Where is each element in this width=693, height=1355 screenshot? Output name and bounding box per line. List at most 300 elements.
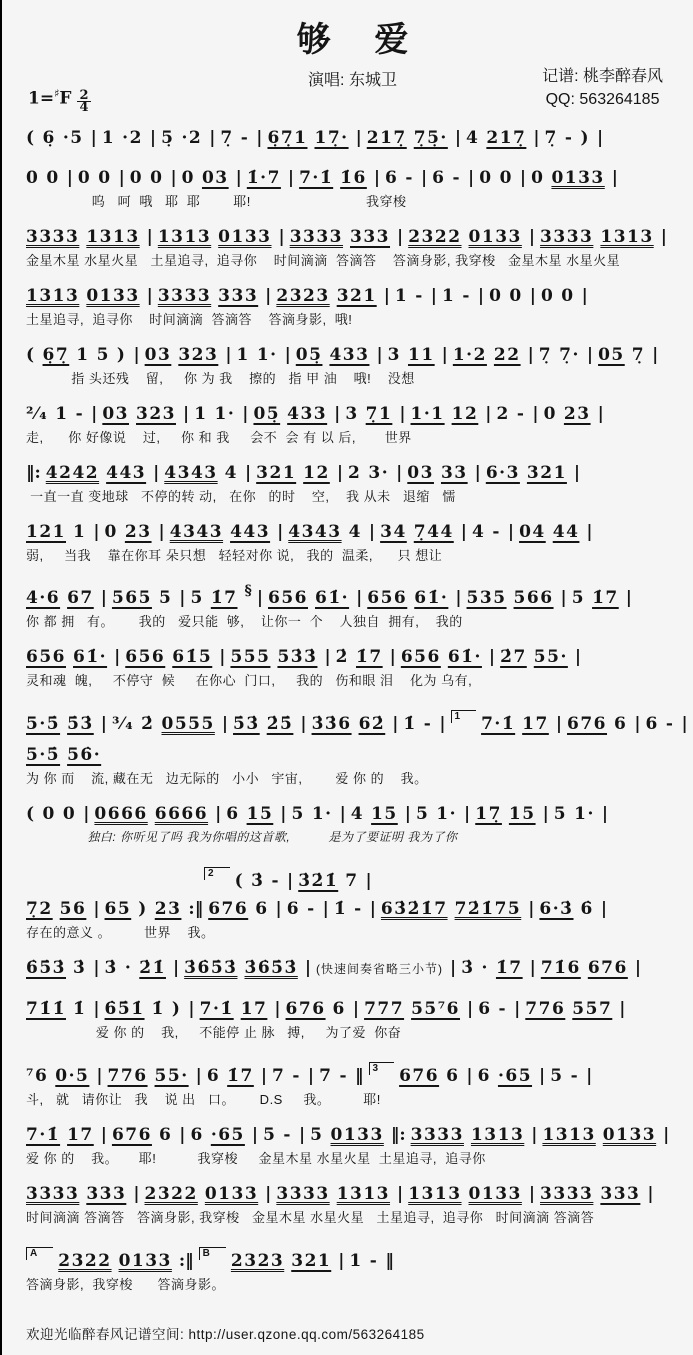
note-group: 4343: [164, 462, 218, 483]
barline: |: [464, 803, 471, 824]
barline: |: [336, 462, 344, 483]
system-16: [26, 955, 679, 983]
barline: :‖: [178, 1250, 194, 1271]
notes-line: [26, 703, 688, 738]
note-group: ·2: [122, 127, 143, 148]
barline: |: [527, 344, 534, 365]
note-group: 676: [567, 713, 608, 734]
barline: |: [170, 167, 177, 188]
note-group: 1313: [157, 226, 212, 247]
note-group: 4343: [169, 521, 224, 542]
system-12: [26, 742, 679, 788]
note-group: 1: [194, 403, 208, 424]
note-group: -: [462, 285, 471, 306]
barline: |: [339, 803, 346, 824]
note-group: 7·1̇: [199, 998, 234, 1019]
volta-bracket: A: [26, 1247, 53, 1260]
lyrics-line: 时间滴滴 答滴答 答滴身影, 我穿梭 金星木星 水星火星 土星追寻, 追寻你 时间滴滴 答滴答: [26, 1209, 595, 1225]
note-group: 1·2: [452, 344, 487, 365]
note-group: 0133: [551, 167, 605, 188]
note-group: (: [234, 870, 245, 891]
note-group: 0: [62, 803, 77, 824]
notes-line: [26, 578, 679, 612]
note-group: 1: [394, 285, 409, 306]
system-7: [26, 460, 679, 506]
time-top: 2: [79, 87, 89, 103]
note-group: 565: [111, 587, 152, 608]
note-group: 23: [563, 403, 591, 424]
note-group: 656: [268, 587, 308, 608]
note-group: 3333: [410, 1124, 464, 1145]
barline: |: [663, 1124, 670, 1145]
barline: |: [597, 403, 604, 424]
note-group: 321: [336, 285, 377, 306]
barline: |: [514, 998, 521, 1019]
song-title: 够 爱: [296, 20, 425, 60]
note-group: 03: [102, 403, 129, 424]
lyrics-line: 弱, 当我 靠在你耳 朵只想 轻轻对你 说, 我的 温柔, 只 想让: [26, 547, 443, 563]
barline: |: [235, 167, 242, 188]
note-group: 3333: [157, 285, 212, 306]
system-20: [26, 1181, 679, 1227]
notes-line: [204, 860, 679, 895]
barline: |: [625, 587, 632, 608]
note-group: 6: [158, 1124, 173, 1145]
note-group: ³⁄₄: [111, 713, 135, 734]
lyrics-line: 土星追寻, 追寻你 时间滴滴 答滴答 答滴身影, 哦!: [26, 311, 353, 327]
note-group: 2: [348, 462, 362, 483]
note-group: 6: [645, 713, 659, 734]
barline: |: [66, 167, 73, 188]
note-group: 3̇3̇6: [311, 713, 352, 734]
note-group: 3333: [540, 226, 594, 247]
note-group: 1·1: [410, 403, 445, 424]
barline: |: [100, 1124, 107, 1145]
note-group: 55·: [154, 1065, 189, 1086]
barline: |: [528, 898, 535, 919]
notes-line: [26, 1240, 679, 1275]
note-group: 323: [136, 403, 176, 424]
note-group: 2̇7: [500, 646, 527, 667]
note-group: 3̇: [461, 957, 475, 978]
notes-line: [26, 1055, 679, 1090]
volta-bracket: 2: [204, 867, 230, 880]
note-group: 55⁷6: [411, 998, 461, 1019]
system-1: [26, 125, 679, 152]
notes-line: [26, 1122, 679, 1149]
note-group: 1313: [470, 1124, 525, 1145]
barline: |: [133, 344, 140, 365]
barline: |: [219, 646, 226, 667]
note-group: 5: [190, 587, 204, 608]
note-group: 2̇: [335, 646, 349, 667]
barline: |: [450, 957, 457, 978]
note-group: 6: [477, 1065, 491, 1086]
system-6: [26, 401, 679, 447]
note-group: 1313: [336, 1183, 391, 1204]
note-group: 2̇: [141, 713, 155, 734]
note-group: 61̇·: [414, 587, 449, 608]
note-group: 321: [526, 462, 567, 483]
note-group: 1̇6: [340, 167, 367, 188]
note-group: -: [452, 167, 462, 188]
lyrics-line: 灵和魂 魄, 不停守 候 在你心 门口, 我的 伤和眼 泪 化为 乌有,: [26, 672, 473, 688]
note-group: 0133: [602, 1124, 657, 1145]
note-group: 333: [350, 226, 391, 247]
barline: |: [244, 462, 252, 483]
note-group: 1: [349, 1250, 363, 1271]
notes-line: [26, 401, 679, 428]
barline: |: [300, 713, 307, 734]
note-group: 56: [59, 898, 87, 919]
barline: |: [660, 226, 667, 247]
lyrics-line: 答滴身影, 我穿梭 答滴身影。: [26, 1276, 226, 1292]
note-group: 15: [371, 803, 398, 824]
lyrics-line: 呜 呵 哦 耶 耶 耶! 我穿梭: [26, 193, 407, 209]
note-group: 4: [466, 127, 480, 148]
system-8: [26, 519, 679, 565]
note-group: 1313: [408, 1183, 462, 1204]
barline: |: [531, 1124, 538, 1145]
note-group: 0133: [218, 226, 272, 247]
note-group: 1̇7: [210, 587, 238, 608]
note-group: 7: [319, 1065, 333, 1086]
barline: |: [455, 587, 462, 608]
note-group: 23: [154, 898, 182, 919]
lyrics-line: 爱 你 的 我。 耶! 我穿梭 金星木星 水星火星 土星追寻, 追寻你: [26, 1150, 486, 1166]
note-group: 17̣·: [314, 127, 349, 148]
note-group: 321: [291, 1250, 332, 1271]
note-group: 61̇5: [172, 646, 213, 667]
barline: |: [542, 803, 549, 824]
note-group: 7̣: [538, 344, 553, 365]
barline: |: [338, 1250, 345, 1271]
note-group: 1·: [311, 803, 333, 824]
barline: |: [430, 285, 437, 306]
key-prefix: 1=: [28, 88, 55, 109]
barline: |: [460, 521, 467, 542]
barline: |: [397, 1183, 404, 1204]
note-group: 1·: [214, 403, 236, 424]
barline: |: [586, 344, 594, 365]
system-14: [204, 860, 679, 895]
note-group: 62̇: [358, 713, 386, 734]
note-group: 56̇·: [67, 744, 102, 765]
note-group: 557: [572, 998, 613, 1019]
barline: |: [397, 226, 404, 247]
barline: |: [634, 713, 641, 734]
spoken-lyrics-line: 独白: 你听见了吗 我为你唱的这首歌, 是为了要证明 我为了你: [26, 829, 458, 844]
note-group: 0: [181, 167, 195, 188]
barline: |: [100, 587, 107, 608]
note-group: 4: [471, 521, 486, 542]
note-group: 72̇1̇75: [454, 898, 522, 919]
barline: |: [215, 803, 222, 824]
note-group: 0: [46, 167, 60, 188]
barline: |: [280, 803, 287, 824]
note-group: (: [26, 344, 36, 365]
note-group: ·2: [181, 127, 203, 148]
note-group: 1: [55, 403, 69, 424]
note-group: 5: [291, 803, 305, 824]
note-group: -: [564, 127, 574, 148]
note-group: 12: [451, 403, 479, 424]
note-group: -: [570, 1065, 580, 1086]
barline: |: [275, 898, 282, 919]
lyrics-line: 金星木星 水星火星 土星追寻, 追寻你 时间滴滴 答滴答 答滴身影, 我穿梭 金星木星 水星火星: [26, 252, 621, 268]
note-group: 7·1̇: [481, 713, 516, 734]
barline: |: [287, 167, 295, 188]
note-group: 12: [303, 462, 330, 483]
note-group: 6̣7̣1: [267, 127, 308, 148]
note-group: 7̣1: [365, 403, 393, 424]
barline: |: [93, 898, 100, 919]
barline: |: [392, 713, 399, 734]
note-group: -: [240, 127, 250, 148]
note-group: 4: [350, 803, 365, 824]
note-group: 03: [144, 344, 172, 365]
note-group: 0: [509, 285, 523, 306]
note-group: 6: [226, 803, 240, 824]
note-group: -: [665, 713, 675, 734]
note-group: -: [492, 521, 501, 542]
note-group: 3333: [26, 1183, 80, 1204]
note-group: 2: [496, 403, 510, 424]
note-group: 0133: [330, 1124, 384, 1145]
note-group: 2323: [276, 285, 330, 306]
barline: |: [529, 957, 536, 978]
note-group: -: [516, 403, 526, 424]
note-group: 676: [208, 898, 249, 919]
barline: |: [334, 403, 341, 424]
barline: |: [601, 803, 609, 824]
note-group: 1: [441, 285, 456, 306]
note-group: 0: [77, 167, 92, 188]
note-group: 2̇5̇: [266, 713, 294, 734]
note-group: 1̇7: [227, 1065, 254, 1086]
note-group: 656: [367, 587, 408, 608]
lyrics-line: 为 你 而 流, 藏在无 边无际的 小小 宇宙, 爱 你 的 我。: [26, 770, 428, 786]
barline: |: [528, 1183, 536, 1204]
note-group: 0133: [204, 1183, 259, 1204]
note-group: 67: [67, 587, 94, 608]
note-group: 0133: [86, 285, 140, 306]
notes-line: [26, 996, 679, 1023]
note-group: 1̇7: [355, 646, 383, 667]
note-group: -: [415, 285, 424, 306]
note-group: 04: [519, 521, 546, 542]
note-group: 0: [129, 167, 144, 188]
note-group: 3̇6̇5̇3̇: [184, 957, 238, 978]
barline: |: [158, 521, 165, 542]
note-group: 323: [178, 344, 219, 365]
note-group: 656: [125, 646, 166, 667]
barline: |: [298, 1124, 306, 1145]
note-group: 0133: [468, 1183, 522, 1204]
barline: |: [265, 1183, 272, 1204]
note-group: 5·5̇: [26, 713, 61, 734]
system-2: [26, 165, 679, 211]
note-group: 4242: [45, 462, 100, 483]
notator-credit: 记谱: 桃李醉春风: [542, 68, 663, 85]
note-group: 1̇7: [592, 587, 619, 608]
note-group: 2323: [230, 1250, 285, 1271]
volta-bracket: 3: [369, 1062, 395, 1075]
note-group: 555: [230, 646, 271, 667]
note-group: ): [116, 344, 127, 365]
barline: |: [93, 957, 100, 978]
barline: |: [256, 127, 263, 148]
barline: |: [396, 462, 403, 483]
note-group: 22: [493, 344, 521, 365]
note-group: 71̇1̇: [26, 998, 66, 1019]
barline: |: [179, 587, 186, 608]
note-group: 23: [124, 521, 152, 542]
note-group: 6: [332, 998, 346, 1019]
note-group: 3333: [276, 1183, 330, 1204]
barline: |: [114, 646, 121, 667]
system-4: [26, 283, 679, 329]
barline: |: [100, 713, 107, 734]
note-group: 33: [440, 462, 468, 483]
note-group: 0555: [161, 713, 215, 734]
barline: |: [581, 285, 588, 306]
note-group: 3333: [26, 226, 80, 247]
note-group: 15: [246, 803, 274, 824]
note-group: 5: [550, 1065, 564, 1086]
note-group: 61̇·: [73, 646, 108, 667]
notes-line: [26, 801, 679, 828]
barline: ‖: [385, 1250, 394, 1271]
barline: |: [284, 344, 291, 365]
note-group: 0: [499, 167, 513, 188]
note-group: ·5: [62, 127, 84, 148]
note-group: 1·: [256, 344, 278, 365]
note-group: 5: [158, 587, 173, 608]
note-group: 1: [73, 521, 87, 542]
note-group: 3̇6̇5̇3̇: [244, 957, 298, 978]
note-group: 7̣2: [26, 898, 53, 919]
sharp-icon: ♯: [54, 87, 60, 100]
note-group: 3333: [289, 226, 344, 247]
barline: |: [441, 344, 448, 365]
note-group: 65: [104, 898, 132, 919]
barline: |: [404, 803, 411, 824]
note-group: 0133: [468, 226, 522, 247]
barline: |: [90, 127, 97, 148]
notes-line: [26, 283, 679, 310]
barline: |: [532, 403, 539, 424]
system-19: [26, 1122, 679, 1168]
note-group: 4·6: [26, 587, 61, 608]
qq-number: QQ: 563264185: [545, 91, 660, 108]
note-group: 776: [107, 1065, 148, 1086]
barline: |: [221, 713, 229, 734]
note-group: 2322: [144, 1183, 198, 1204]
note-group: 1̇: [403, 713, 417, 734]
barline: |: [389, 646, 396, 667]
barline: |: [83, 803, 90, 824]
barline: |: [519, 167, 527, 188]
barline: |: [467, 998, 474, 1019]
credits-row: [26, 65, 679, 113]
barline: |: [533, 127, 540, 148]
note-group: 776: [525, 998, 566, 1019]
note-group: 333: [86, 1183, 127, 1204]
barline: |: [172, 957, 180, 978]
barline: |: [574, 646, 582, 667]
note-group: 44: [552, 521, 580, 542]
note-group: 1̇: [151, 998, 165, 1019]
barline: |: [369, 898, 376, 919]
note-group: 0: [531, 167, 545, 188]
note-group: 5·5̇: [26, 744, 61, 765]
barline: |: [647, 1183, 654, 1204]
system-15: [26, 896, 679, 942]
note-group: 1̇: [333, 898, 348, 919]
note-group: 17: [67, 1124, 94, 1145]
barline: |: [652, 344, 659, 365]
note-group: 7·1̇: [26, 1124, 61, 1145]
barline: |: [322, 898, 329, 919]
barline: |: [485, 403, 492, 424]
system-13: [26, 801, 679, 847]
note-group: 676: [399, 1065, 440, 1086]
notation-body: [26, 125, 688, 1294]
note-group: 05: [598, 344, 625, 365]
barline: ‖: [355, 1065, 364, 1086]
note-group: 6: [255, 898, 269, 919]
barline: |: [188, 998, 195, 1019]
lyrics-line: 你 都 拥 有。 我的 爱只能 够, 让你一 个 人独自 拥有, 我的: [26, 613, 463, 629]
barline: |: [368, 521, 376, 542]
note-group: 676: [285, 998, 326, 1019]
note-group: 17: [240, 998, 268, 1019]
note-group: 15: [508, 803, 536, 824]
note-group: 1̇7: [495, 957, 523, 978]
note-group: 121: [26, 521, 66, 542]
note-group: 6: [206, 1065, 221, 1086]
note-group: 433: [287, 403, 328, 424]
barline: |: [133, 1183, 140, 1204]
note-group: 1̇·7: [246, 167, 281, 188]
notes-line: [26, 125, 679, 152]
note-group: 5: [263, 1124, 277, 1145]
note-group: 217̣: [366, 127, 407, 148]
note-group: 53̇3̇: [277, 646, 318, 667]
note-group: 4343: [288, 521, 342, 542]
barline: |: [183, 403, 190, 424]
notes-line: [26, 460, 679, 487]
note-group: 7̣: [220, 127, 234, 148]
note-group: 656: [400, 646, 441, 667]
barline: |: [439, 713, 446, 734]
note-group: 1: [101, 127, 116, 148]
barline: |: [611, 167, 618, 188]
note-group: 1̇: [73, 998, 87, 1019]
system-17: [26, 996, 679, 1042]
barline: |: [260, 1065, 268, 1086]
note-group: 17: [522, 713, 549, 734]
system-9: [26, 578, 679, 631]
barline: |: [225, 344, 232, 365]
barline: |: [179, 1124, 186, 1145]
barline: |: [597, 127, 604, 148]
barline: |: [153, 462, 160, 483]
barline: |: [242, 403, 249, 424]
note-group: 34: [380, 521, 407, 542]
notes-line: [26, 742, 679, 769]
